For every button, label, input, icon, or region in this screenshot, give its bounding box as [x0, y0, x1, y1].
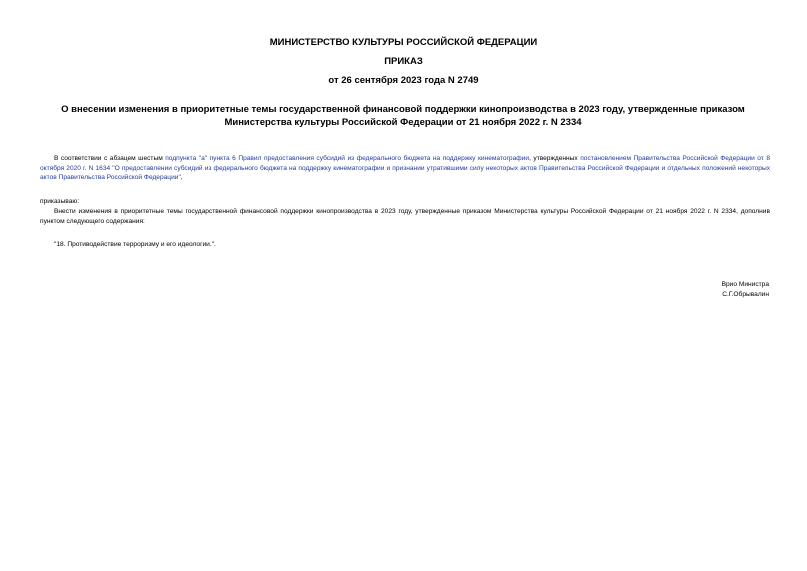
orders-paragraph: приказываю: [40, 198, 80, 205]
basis-paragraph [40, 154, 770, 183]
signatory-position: Врио Министра [721, 281, 769, 288]
basis-text-1: В соответствии с абзацем шестым [54, 155, 166, 162]
ministry-heading: МИНИСТЕРСТВО КУЛЬТУРЫ РОССИЙСКОЙ ФЕДЕРАЦИИ [269, 37, 538, 48]
changes-paragraph: Внести изменения в приоритетные темы государственной финансовой поддержки кинопроизводства в 2023 году, утвержденные приказом Министерства культуры Российской Федерации от 21 ноября 2022 г. N 2334, дополнив пунктом следующего содержания: [40, 208, 770, 225]
basis-text-3: , [180, 174, 183, 182]
signatory-name: С.Г.Обрывалин [722, 291, 769, 298]
date-number-heading: от 26 сентября 2023 года N 2749 [328, 75, 479, 86]
rules-link[interactable]: подпункта "а" пункта 6 Правил предоставления субсидий из федерального бюджета на поддержку кинематографии [165, 155, 530, 162]
basis-text-2: , утвержденных [529, 155, 581, 162]
document-title: О внесении изменения в приоритетные темы государственной финансовой поддержки кинопроизводства в 2023 году, утвержденные приказом Министерства культуры Российской Федерации от 21 ноября 2022 г. N 2334 [61, 104, 745, 128]
government-decree-link[interactable]: постановлением Правительства Российской Федерации от 8 октября 2020 г. N 1634 "О предоставлении субсидий из федерального бюджета на поддержку кинематографии и признании утратившими силу некоторых актов Правительства Российской Федерации и отдельных положений некоторых актов Правительства Российской Федерации" [40, 155, 770, 182]
document-type-heading: ПРИКАЗ [384, 56, 423, 67]
added-item-paragraph: "18. Противодействие терроризму и его идеологии.". [54, 241, 216, 248]
